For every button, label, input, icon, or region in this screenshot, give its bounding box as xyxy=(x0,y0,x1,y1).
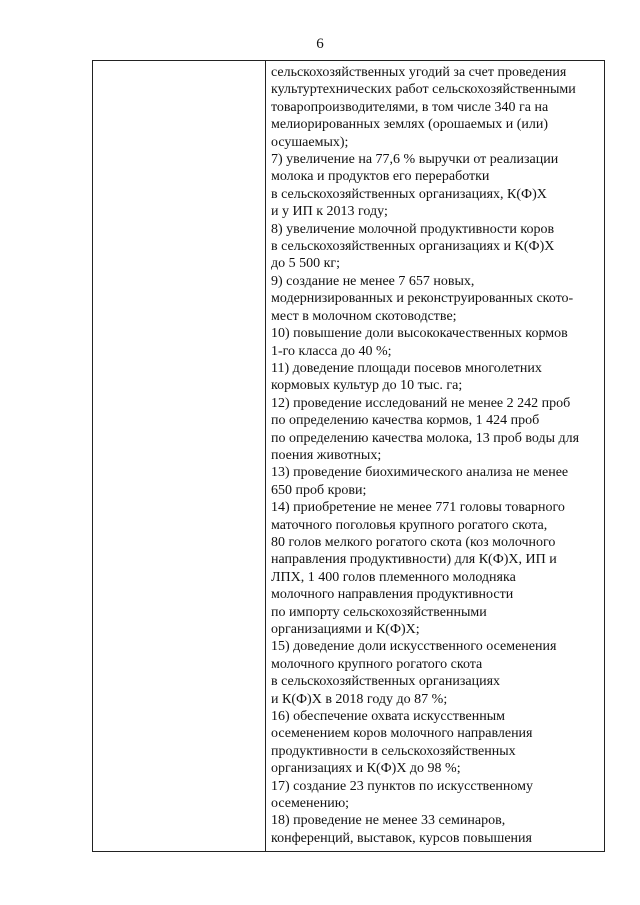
table-left-column xyxy=(93,61,266,851)
text-line: поения животных; xyxy=(271,447,382,463)
text-line: товаропроизводителями, в том числе 340 га на xyxy=(271,99,549,115)
text-line: 18) проведение не менее 33 семинаров, xyxy=(271,813,506,829)
text-line: 17) создание 23 пунктов по искусственному xyxy=(271,778,534,794)
text-line: по определению качества молока, 13 проб воды для xyxy=(271,430,580,446)
table-right-column xyxy=(266,61,604,851)
text-line: организациях и К(Ф)Х до 98 %; xyxy=(271,761,461,777)
text-line: 12) проведение исследований не менее 2 242 проб xyxy=(271,395,571,411)
text-line: продуктивности в сельскохозяйственных xyxy=(271,743,516,759)
text-line: до 5 500 кг; xyxy=(271,256,341,272)
text-line: модернизированных и реконструированных ското- xyxy=(271,291,574,307)
text-line: 1-го класса до 40 %; xyxy=(271,343,392,359)
text-line: в сельскохозяйственных организациях, К(Ф)Х xyxy=(271,186,547,202)
text-line: по определению качества кормов, 1 424 проб xyxy=(271,413,540,429)
text-line: организациями и К(Ф)Х; xyxy=(271,622,420,637)
text-line: направления продуктивности) для К(Ф)Х, ИП и xyxy=(271,552,557,568)
text-line: осеменением коров молочного направления xyxy=(271,726,533,742)
text-line: сельскохозяйственных угодий за счет проведения xyxy=(271,65,567,80)
text-line: осеменению; xyxy=(271,796,350,812)
document-table xyxy=(92,60,605,852)
text-line: молочного крупного рогатого скота xyxy=(271,656,483,672)
text-line: 8) увеличение молочной продуктивности коров xyxy=(271,221,555,237)
text-line: мест в молочном скотоводстве; xyxy=(271,308,457,324)
text-line: по импорту сельскохозяйственными xyxy=(271,604,487,620)
text-line: и у ИП к 2013 году; xyxy=(271,204,388,220)
text-line: ЛПХ, 1 400 голов племенного молодняка xyxy=(271,569,516,585)
text-line: маточного поголовья крупного рогатого скота, xyxy=(271,517,548,533)
text-line: 11) доведение площади посевов многолетних xyxy=(271,360,542,376)
text-line: кормовых культур до 10 тыс. га; xyxy=(271,378,463,394)
text-line: 10) повышение доли высококачественных кормов xyxy=(271,326,568,342)
text-line: мелиорированных землях (орошаемых и (или) xyxy=(271,117,549,133)
text-line: 7) увеличение на 77,6 % выручки от реализации xyxy=(271,152,559,168)
page-number: 6 xyxy=(316,36,324,52)
text-line: конференций, выставок, курсов повышения xyxy=(271,830,532,846)
text-line: осушаемых); xyxy=(271,134,349,150)
text-line: молока и продуктов его переработки xyxy=(271,169,490,185)
text-line: молочного направления продуктивности xyxy=(271,587,514,603)
text-line: культуртехнических работ сельскохозяйственными xyxy=(271,82,576,98)
text-line: 15) доведение доли искусственного осеменения xyxy=(271,639,557,655)
text-line: в сельскохозяйственных организациях и К(Ф)Х xyxy=(271,239,555,255)
text-line: 80 голов мелкого рогатого скота (коз молочного xyxy=(271,534,556,550)
text-line: в сельскохозяйственных организациях xyxy=(271,674,501,690)
text-line: 14) приобретение не менее 771 головы товарного xyxy=(271,500,565,516)
text-line: 13) проведение биохимического анализа не менее xyxy=(271,465,569,481)
text-line: 9) создание не менее 7 657 новых, xyxy=(271,273,475,289)
text-line: 16) обеспечение охвата искусственным xyxy=(271,709,505,725)
text-line: 650 проб крови; xyxy=(271,482,367,498)
text-line: и К(Ф)Х в 2018 году до 87 %; xyxy=(271,691,448,707)
